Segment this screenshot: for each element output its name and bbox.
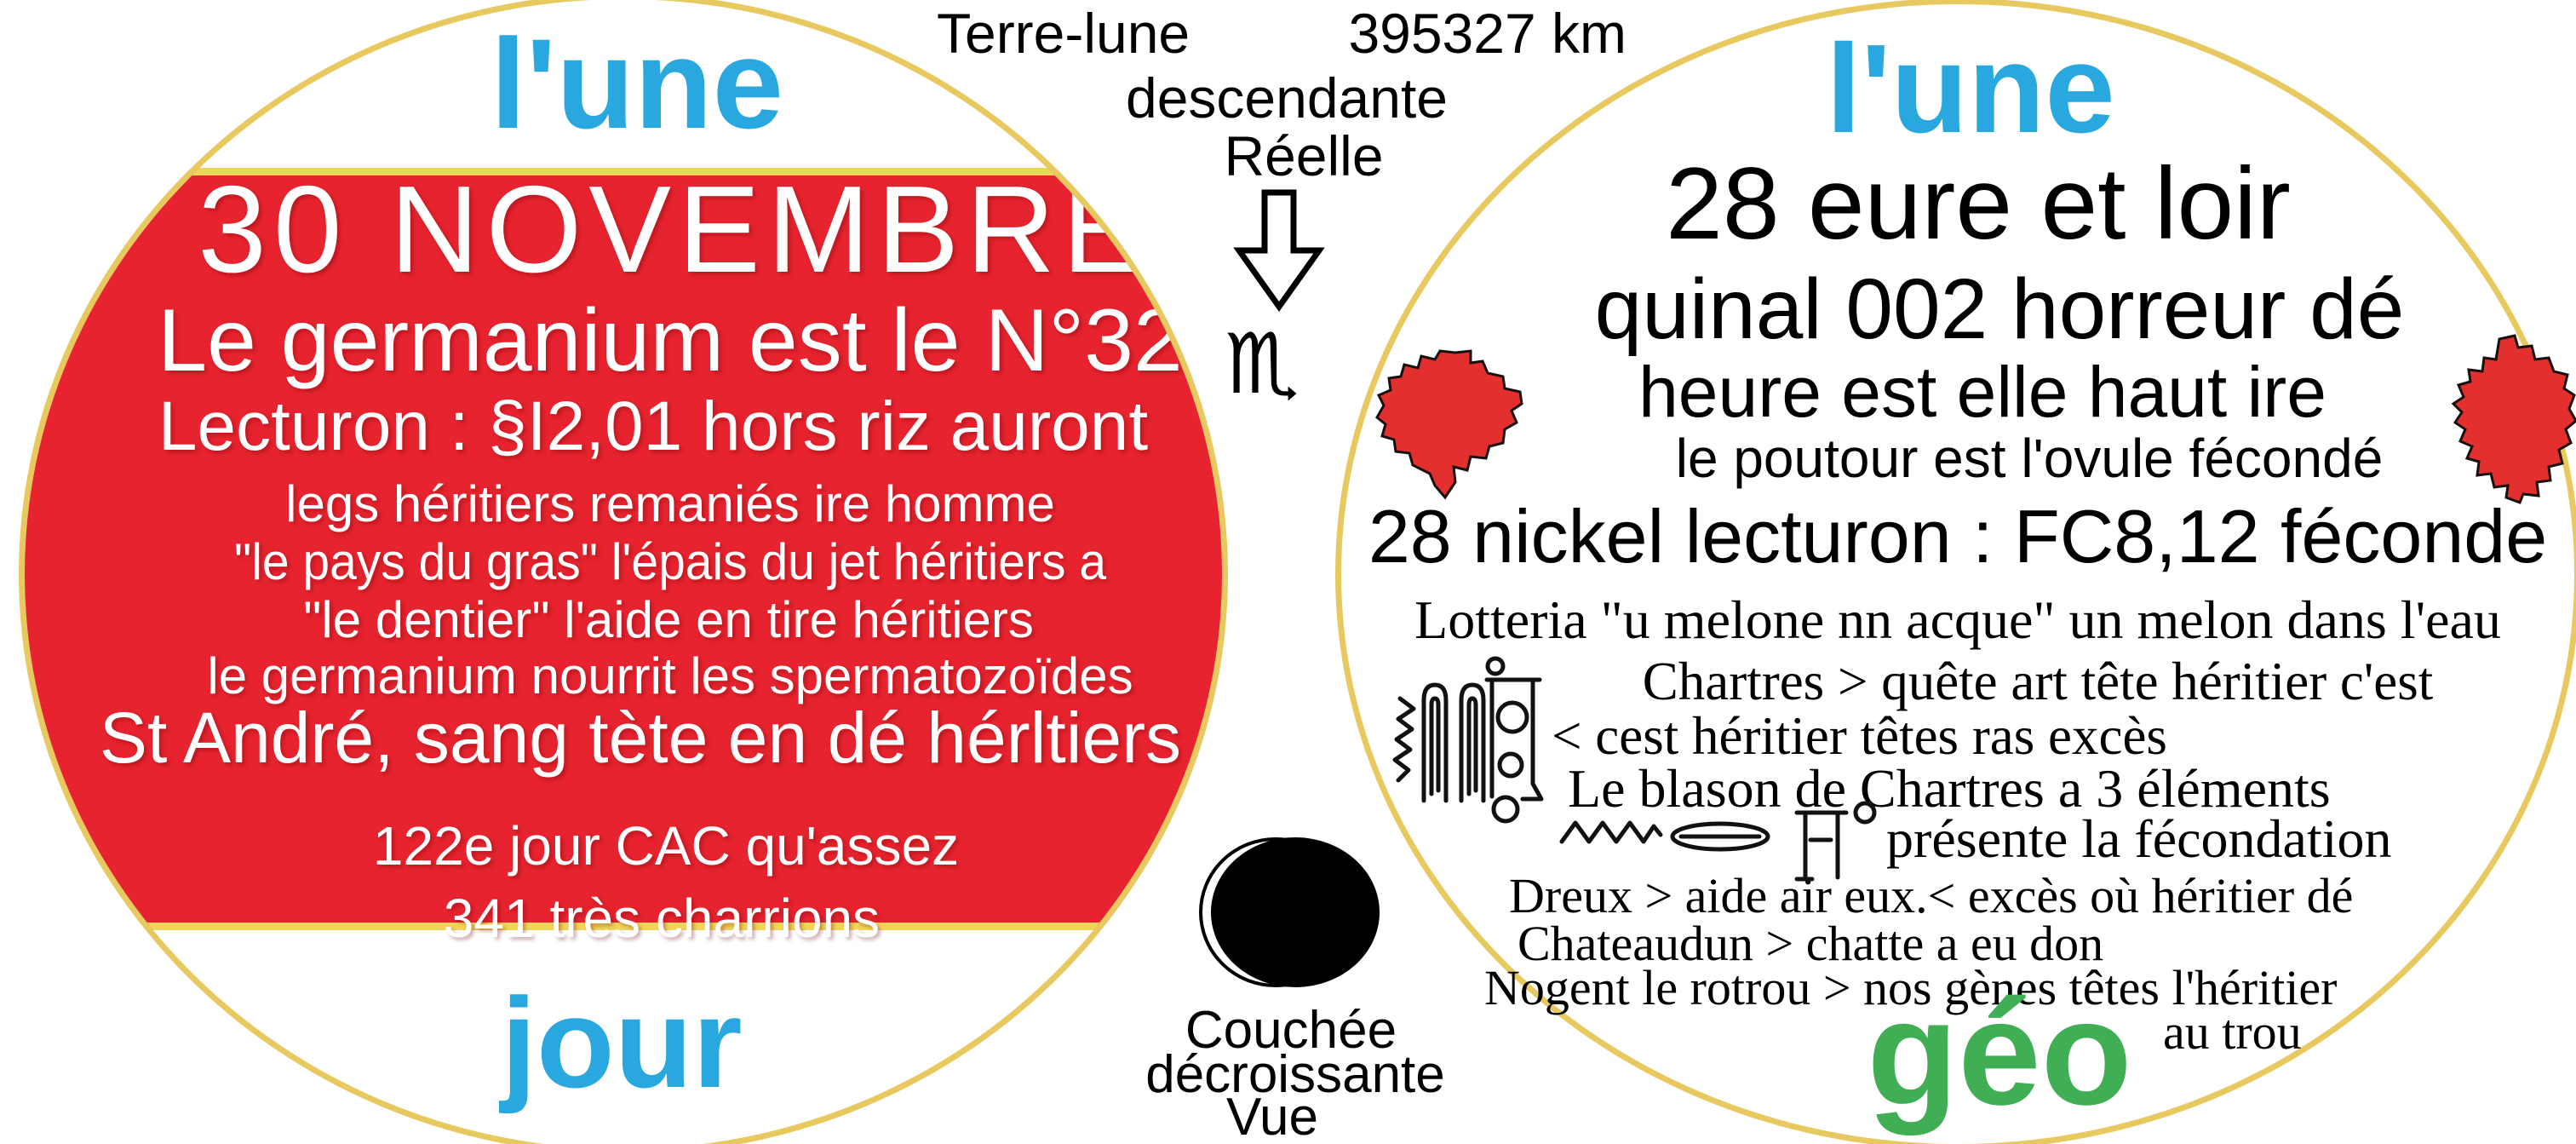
lunar-phase-label: descendante <box>1126 66 1448 129</box>
moon-caption-1: Couchée <box>1185 1001 1397 1060</box>
line-chartres: Chartres > quête art tête héritier c'est <box>1642 652 2434 711</box>
line-quinal: quinal 002 horreur dé <box>1594 262 2405 357</box>
new-moon-icon <box>1190 836 1383 990</box>
line-presente: présente la fécondation <box>1886 808 2392 869</box>
panel-line-122: 122e jour CAC qu'assez <box>372 815 960 877</box>
panel-line-lecturon: Lecturon : §I2,01 hors riz auront <box>158 388 1149 465</box>
earth-moon-distance <box>937 2 1626 65</box>
line-heure: heure est elle haut ire <box>1638 352 2326 432</box>
panel-line-dentier: "le dentier" l'aide en tire héritiers <box>303 591 1034 648</box>
panel-line-st-andre: St André, sang tète en dé hérltiers <box>99 698 1182 778</box>
eure-et-loir-map-left-icon <box>1374 349 1529 501</box>
line-nogent-2: au trou <box>2163 1004 2302 1060</box>
panel-line-germanium: Le germanium est le N°32 <box>158 291 1183 390</box>
down-arrow-icon <box>1232 189 1326 313</box>
panel-line-341: 341 très charrions <box>443 888 881 949</box>
right-circle-footer: géo <box>1867 970 2132 1136</box>
scorpio-icon: ♏ <box>1225 317 1299 411</box>
moon-caption-3: Vue <box>1225 1088 1318 1144</box>
eure-et-loir-map-right-icon <box>2448 334 2576 504</box>
left-circle-title: l'une <box>490 12 784 155</box>
line-chateaudun: Chateaudun > chatte a eu don <box>1517 916 2104 971</box>
distance-title: Terre-lune <box>937 2 1190 65</box>
panel-date: 30 NOVEMBRE <box>198 160 1151 298</box>
panel-line-legs: legs héritiers remaniés ire homme <box>285 475 1055 532</box>
reality-label: Réelle <box>1224 124 1384 187</box>
hieroglyph-blason-icon <box>1386 656 1544 826</box>
line-cest: < cest héritier têtes ras excès <box>1552 706 2167 766</box>
line-lotteria: Lotteria "u melone nn acque" un melon dans l'eau <box>1414 589 2501 650</box>
hieroglyph-fecondation-icon <box>1557 801 1885 890</box>
line-nogent: Nogent le rotrou > nos gènes têtes l'héritier <box>1484 960 2338 1015</box>
line-dreux: Dreux > aide air eux.< excès où héritier dé <box>1509 868 2354 923</box>
panel-line-nourrit: le germanium nourrit les spermatozoïdes <box>207 647 1133 704</box>
distance-value: 395327 km <box>1348 2 1626 65</box>
line-blason: Le blason de Chartres a 3 éléments <box>1568 758 2331 819</box>
line-nickel: 28 nickel lecturon : FC8,12 féconde <box>1368 494 2548 578</box>
line-poutour: le poutour est l'ovule fécondé <box>1675 428 2384 489</box>
line-departement: 28 eure et loir <box>1666 147 2291 261</box>
left-circle-footer: jour <box>501 971 743 1114</box>
panel-line-pays: "le pays du gras" l'épais du jet héritiers a <box>233 533 1107 590</box>
red-panel <box>19 160 1228 949</box>
moon-caption-2: décroissante <box>1145 1045 1445 1104</box>
right-circle-title: l'une <box>1826 19 2115 159</box>
